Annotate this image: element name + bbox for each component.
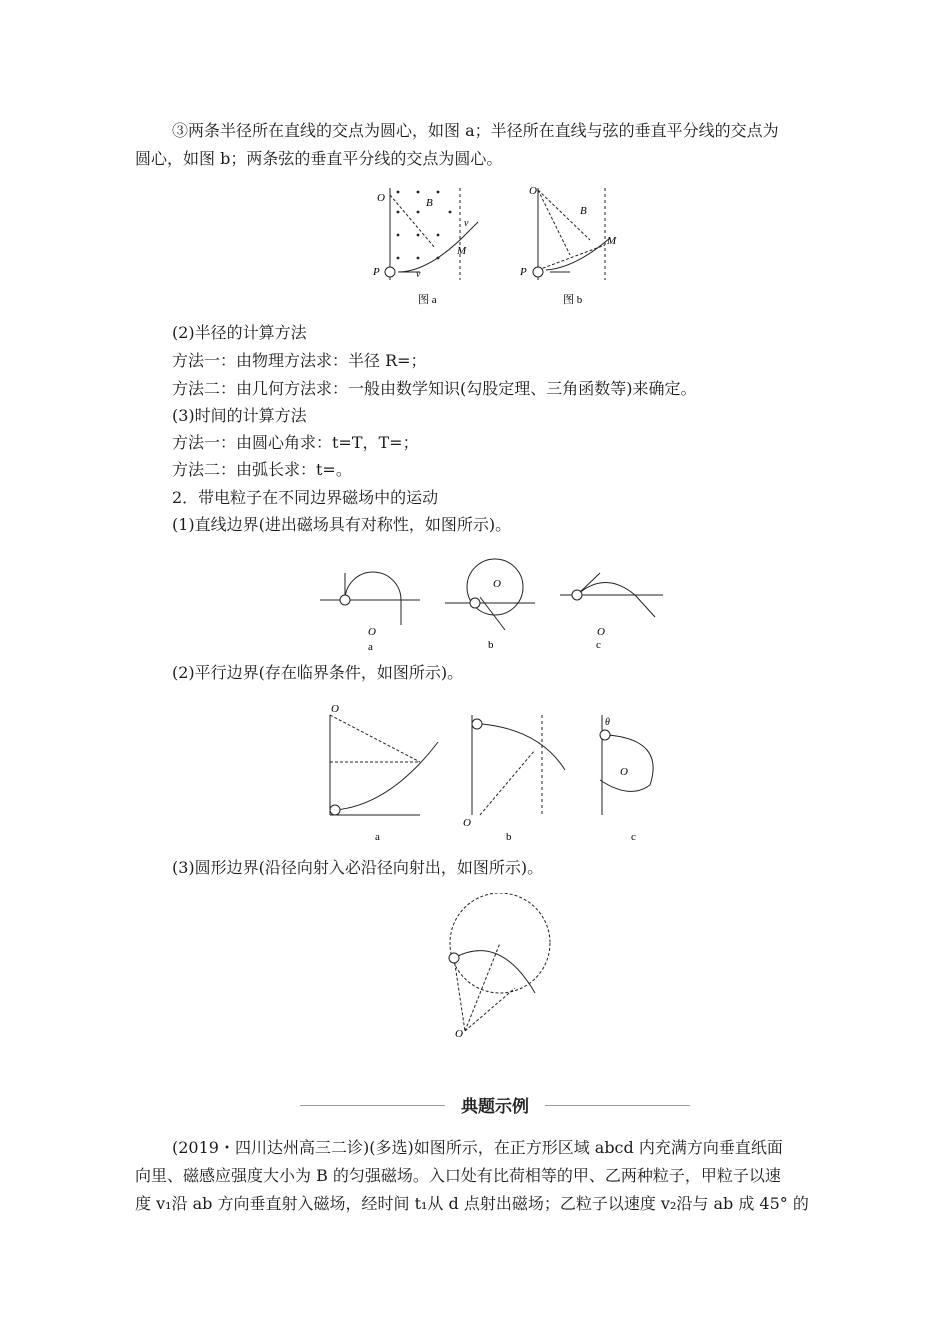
label-v-a2: v [416,269,421,280]
text-line-2: 圆心，如图 b；两条弦的垂直平分线的交点为圆心。 [135,149,503,168]
label-O-a: O [377,192,385,204]
caption-parallel-c: c [631,831,636,843]
text-line-11: (2)平行边界(存在临界条件，如图所示)。 [172,663,464,682]
text-line-10: (1)直线边界(进出磁场具有对称性，如图所示)。 [172,515,512,534]
label-B-a: B [426,197,433,209]
label-O-c: O [455,1028,463,1040]
label-M-b: M [607,235,617,247]
text-line-3: (2)半径的计算方法 [172,323,307,342]
text-line-12: (3)圆形边界(沿径向射入必沿径向射出，如图所示)。 [172,858,544,877]
section-header [300,1090,690,1124]
example-line-3: 度 v₁沿 ab 方向垂直射入磁场，经时间 t₁从 d 点射出磁场；乙粒子以速度 v₂沿与 ab 成 45° 的 [135,1194,809,1213]
label-O-s3: O [597,626,605,638]
label-O-p1: O [331,703,339,715]
header-rule-right [545,1105,690,1106]
label-B-b: B [580,205,587,217]
label-O-p3: O [620,766,628,778]
label-O-s1: O [368,626,376,638]
label-O-s2: O [493,578,501,590]
figure-parallel-boundary [320,700,670,845]
text-line-5: 方法二：由几何方法求：一般由数学知识(勾股定理、三角函数等)来确定。 [172,379,697,398]
text-line-7: 方法一：由圆心角求：t=T，T=； [172,433,419,452]
section-title: 典题示例 [461,1097,529,1117]
header-rule-left [300,1105,445,1106]
example-line-2: 向里、磁感应强度大小为 B 的匀强磁场。入口处有比荷相等的甲、乙两种粒子，甲粒子以速 [135,1166,781,1185]
label-O-p2: O [463,817,471,829]
label-M-a: M [457,245,467,257]
caption-fig-b: 图 b [563,294,583,306]
text-line-1: ③两条半径所在直线的交点为圆心，如图 a；半径所在直线与弦的垂直平分线的交点为 [172,121,779,140]
caption-straight-c: c [596,639,601,651]
label-v-a1: v [464,218,469,229]
caption-straight-b: b [488,639,494,651]
caption-parallel-b: b [506,831,512,843]
text-line-8: 方法二：由弧长求：t=。 [172,460,352,479]
text-line-6: (3)时间的计算方法 [172,406,307,425]
example-line-1: (2019・四川达州高三二诊)(多选)如图所示，在正方形区域 abcd 内充满方向垂直纸面 [172,1138,783,1157]
figure-ab [360,180,620,310]
figure-straight-boundary [315,555,675,655]
text-line-9: 2．带电粒子在不同边界磁场中的运动 [172,488,439,507]
label-P-a: P [373,266,380,278]
label-theta: θ [605,717,610,728]
caption-parallel-a: a [375,831,380,843]
caption-fig-a: 图 a [418,294,437,306]
label-O-b: O [529,185,537,197]
figure-circular-boundary [440,893,560,1043]
label-P-b: P [520,266,527,278]
caption-straight-a: a [368,641,373,653]
text-line-4: 方法一：由物理方法求：半径 R=； [172,351,427,370]
